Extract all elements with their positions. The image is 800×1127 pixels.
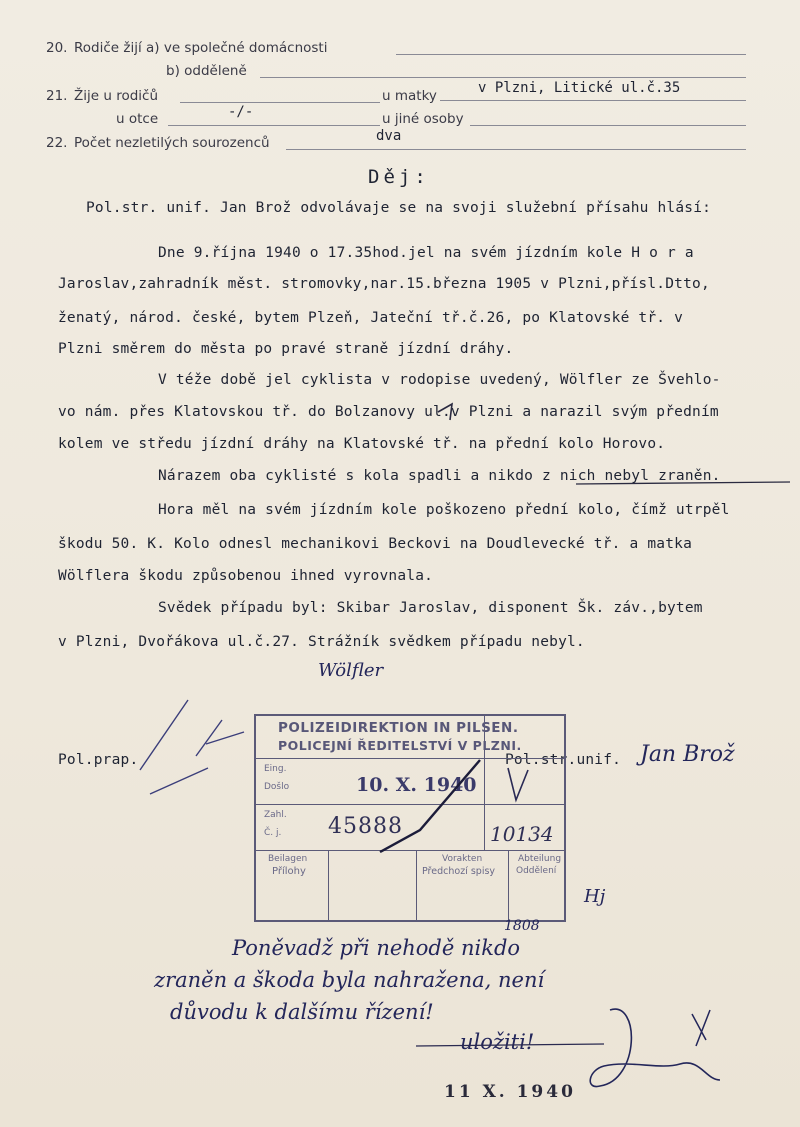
q21-jine-label: u jiné osoby (382, 111, 464, 127)
note-line-3: důvodu k dalšímu řízení! (170, 1000, 434, 1024)
q20-number: 20. (46, 40, 68, 56)
q21-otce-line (168, 125, 380, 126)
stamp-file-number: 45888 (328, 814, 403, 839)
stamp-col-divider (484, 716, 485, 850)
report-line-11: škodu 50. K. Kolo odnesl mechanikovi Beckovi na Doudlevecké tř. a matka (58, 536, 693, 552)
q21-matky-line (440, 100, 746, 101)
report-line-9: Nárazem oba cyklisté s kola spadli a nikdo z nich nebyl zraněn. (158, 468, 721, 484)
pol-str-label: Pol.str.unif. (505, 752, 622, 768)
q21-line (180, 102, 380, 103)
report-line-12: Wölflera škodu způsobenou ihned vyrovnala. (58, 568, 434, 584)
stamp-col4-label-1: Abteilung (518, 854, 562, 864)
report-line-6: V téže době jel cyklista v rodopise uvedený, Wölfler ze Švehlo- (158, 372, 721, 388)
stamp-doslo-label: Došlo (264, 782, 290, 792)
q21-matky-label: u matky (382, 88, 437, 104)
q20a-line (396, 54, 746, 55)
q21-label: Žije u rodičů (74, 88, 159, 104)
stamp-divider (256, 850, 564, 851)
note-number: 1808 (504, 918, 540, 934)
report-line-3: Jaroslav,zahradník měst. stromovky,nar.15.března 1905 v Plzni,přísl.Dtto, (58, 276, 710, 292)
q21-otce-value: -/- (228, 104, 254, 120)
report-line-7: vo nám. přes Klatovskou tř. do Bolzanovy ul.v Plzni a narazil svým předním (58, 404, 719, 420)
q21-matky-value: v Plzni, Litické ul.č.35 (478, 80, 681, 96)
stamp-divider (256, 804, 564, 805)
q21-jine-line (470, 125, 746, 126)
q21-otce-label: u otce (116, 111, 159, 127)
stamp-col-divider (416, 850, 417, 920)
stamp-col4-label-2: Oddělení (516, 866, 557, 876)
received-date-stamp: 11 X. 1940 (444, 1082, 576, 1102)
handwritten-initials-right: Hj (584, 886, 606, 907)
stamp-col-divider (328, 850, 329, 920)
report-line-4: ženatý, národ. české, bytem Plzeň, Jateční tř.č.26, po Klatovské tř. v (58, 310, 684, 326)
handwritten-initials-mid: Wölfler (318, 660, 384, 681)
q20b-label: b) odděleně (166, 63, 247, 79)
stamp-col1-label-2: Přílohy (272, 866, 306, 877)
report-line-10: Hora měl na svém jízdním kole poškozeno přední kolo, čímž utrpěl (158, 502, 730, 518)
stamp-date: 10. X. 1940 (356, 774, 477, 796)
q21-number: 21. (46, 88, 68, 104)
q22-line (286, 149, 746, 150)
note-line-1: Poněvadž při nehodě nikdo (232, 936, 521, 960)
stamp-col-divider (508, 850, 509, 920)
q20b-line (260, 77, 746, 78)
stamp-divider (256, 758, 564, 759)
registry-stamp (254, 714, 566, 922)
pol-prap-label: Pol.prap. (58, 752, 139, 768)
report-line-13: Svědek případu byl: Skibar Jaroslav, disponent Šk. záv.,bytem (158, 600, 703, 616)
q22-value: dva (376, 128, 402, 144)
stamp-eing-label: Eing. (264, 764, 287, 774)
stamp-cj-label: Č. j. (264, 828, 282, 838)
report-line-5: Plzni směrem do města po pravé straně jízdní dráhy. (58, 341, 514, 357)
report-line-8: kolem ve středu jízdní dráhy na Klatovské tř. na přední kolo Horovo. (58, 436, 666, 452)
q20-label: Rodiče žijí a) ve společné domácnosti (74, 40, 328, 56)
note-line-2: zraněn a škoda byla nahražena, není (154, 968, 545, 992)
q22-label: Počet nezletilých sourozenců (74, 135, 270, 151)
report-line-14: v Plzni, Dvořákova ul.č.27. Strážník svědkem případu nebyl. (58, 634, 585, 650)
pol-prap-signature (140, 700, 244, 794)
stamp-header-1: POLIZEIDIREKTION IN PILSEN. (278, 720, 519, 736)
final-signature (590, 1009, 720, 1086)
report-line-1: Pol.str. unif. Jan Brož odvolávaje se na svoji služební přísahu hlásí: (86, 200, 712, 216)
stamp-col3-label-1: Vorakten (442, 854, 483, 864)
section-heading: Děj: (368, 166, 430, 188)
stamp-file-suffix: 10134 (490, 822, 554, 846)
signature-flourish (692, 1010, 710, 1046)
stamp-header-2: POLICEJNÍ ŘEDITELSTVÍ V PLZNI. (278, 738, 522, 753)
stamp-col3-label-2: Předchozí spisy (422, 866, 496, 877)
note-line-4: uložiti! (460, 1030, 535, 1054)
q22-number: 22. (46, 135, 68, 151)
pol-str-signature: Jan Brož (640, 742, 735, 767)
stamp-zahl-label: Zahl. (264, 810, 287, 820)
stamp-col1-label-1: Beilagen (268, 854, 308, 864)
report-line-2: Dne 9.října 1940 o 17.35hod.jel na svém jízdním kole H o r a (158, 245, 694, 261)
